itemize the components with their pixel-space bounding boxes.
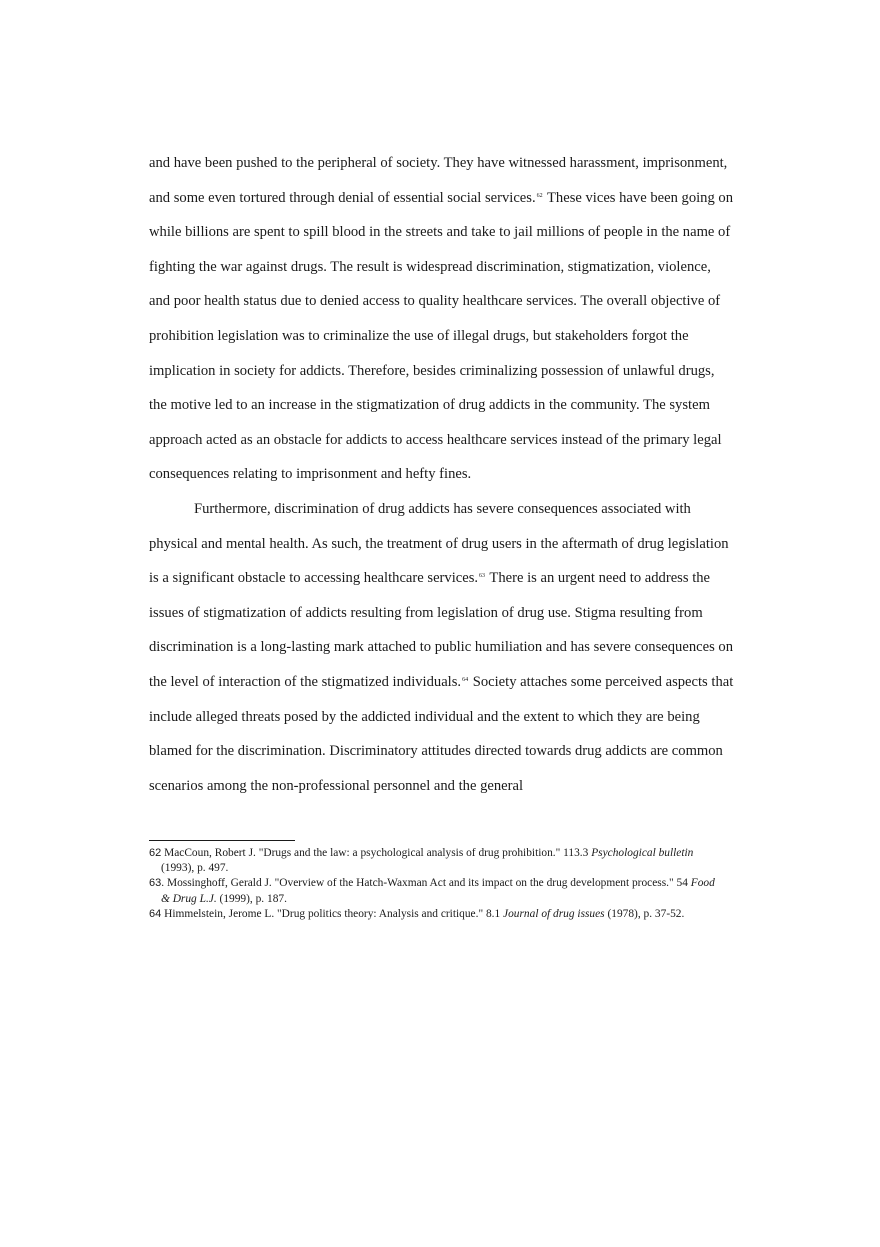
footnote-reference[interactable]: 63	[479, 573, 486, 580]
footnote-64	[149, 907, 724, 922]
footnote-63	[149, 876, 724, 906]
footnote-text: . Mossinghoff, Gerald J. "Overview of the Hatch-Waxman Act and its impact on the drug development process." 54	[161, 877, 691, 890]
paragraph-text: These vices have been going on while billions are spent to spill blood in the streets and take to jail millions of people in the name of fighting the war against drugs. The result is widespread discrimination, stigmatization, violence, and poor health status due to denied access to quality healthcare services. The overall objective of prohibition legislation was to criminalize the use of illegal drugs, but stakeholders forgot the implication in society for addicts. Therefore, besides criminalizing possession of unlawful drugs, the motive led to an increase in the stigmatization of drug addicts in the community. The system approach acted as an obstacle for addicts to access healthcare services instead of the primary legal consequences relating to imprisonment and hefty fines.	[149, 189, 734, 483]
footnote-number: 64	[149, 907, 162, 920]
paragraph-text: and have been pushed to the peripheral of society. They have witnessed harassment, imprisonment, and some even tortured through denial of essential social services.	[149, 155, 728, 206]
paragraph-text: Society attaches some perceived aspects that include alleged threats posed by the addicted individual and the extent to which they are being blamed for the discrimination. Discriminatory attitudes directed towards drug addicts are common scenarios among the non-professional personnel and the general	[149, 673, 734, 794]
footnote-separator	[149, 840, 295, 841]
footnote-number: 63	[149, 877, 162, 890]
paragraph-text: Furthermore, discrimination of drug addicts has severe consequences associated with physical and mental health. As such, the treatment of drug users in the aftermath of drug legislation is a significant obstacle to accessing healthcare services.	[149, 500, 729, 587]
footnote-reference[interactable]: 62	[536, 192, 543, 199]
footnotes	[149, 846, 724, 922]
footnote-journal-title: Psychological bulletin	[591, 847, 694, 859]
footnote-text: (1993), p. 497.	[161, 862, 229, 875]
footnote-journal-title: Journal of drug issues	[503, 907, 605, 920]
footnote-62	[149, 846, 724, 876]
footnote-text: Himmelstein, Jerome L. "Drug politics theory: Analysis and critique." 8.1	[161, 907, 504, 920]
footnote-text: (1978), p. 37-52.	[604, 907, 685, 920]
paragraph-2	[149, 492, 734, 803]
footnote-reference[interactable]: 64	[462, 676, 469, 683]
footnote-text: MacCoun, Robert J. "Drugs and the law: a psychological analysis of drug prohibition." 113.3	[161, 847, 592, 859]
footnote-text: (1999), p. 187.	[216, 892, 287, 905]
footnote-journal-title: Food & Drug L.J.	[161, 877, 715, 905]
body-text	[149, 146, 734, 803]
footnote-number: 62	[149, 847, 162, 859]
paragraph-text: There is an urgent need to address the issues of stigmatization of addicts resulting from legislation of drug use. Stigma resulting from discrimination is a long-lasting mark attached to public humiliation and has severe consequences on the level of interaction of the stigmatized individuals.	[149, 570, 733, 690]
paragraph-1	[149, 146, 734, 492]
